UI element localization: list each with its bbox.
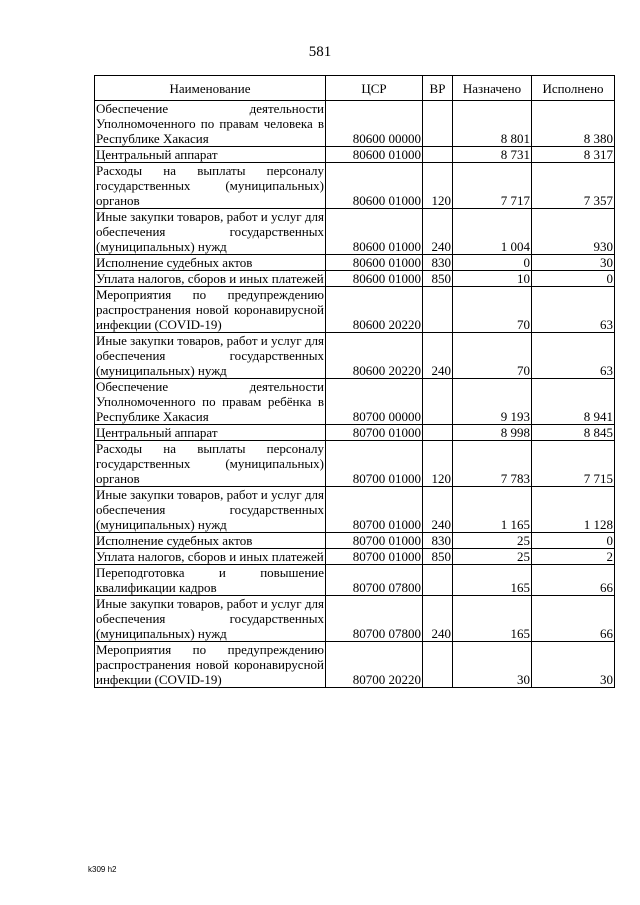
cell-vr: 120 — [423, 441, 453, 487]
cell-vr: 240 — [423, 209, 453, 255]
cell-csr: 80600 20220 — [326, 287, 423, 333]
cell-name: Мероприятия по предупреждению распространения новой коронавирусной инфекции (COVID-19) — [96, 287, 324, 332]
cell-name: Мероприятия по предупреждению распространения новой коронавирусной инфекции (COVID-19) — [96, 642, 324, 687]
cell-executed: 66 — [532, 596, 615, 642]
cell-assigned: 8 801 — [453, 101, 532, 147]
cell-csr: 80700 07800 — [326, 596, 423, 642]
cell-csr: 80600 00000 — [326, 101, 423, 147]
cell-csr: 80600 01000 — [326, 255, 423, 271]
cell-vr: 240 — [423, 596, 453, 642]
cell-name: Центральный аппарат — [95, 425, 326, 441]
cell-name: Исполнение судебных актов — [95, 255, 326, 271]
cell-executed: 8 317 — [532, 147, 615, 163]
cell-vr: 830 — [423, 255, 453, 271]
table-row — [95, 596, 615, 642]
table-row — [95, 101, 615, 147]
cell-name: Центральный аппарат — [95, 147, 326, 163]
cell-assigned: 165 — [453, 596, 532, 642]
cell-vr: 120 — [423, 163, 453, 209]
page-number: 581 — [308, 44, 332, 60]
cell-assigned: 25 — [453, 549, 532, 565]
cell-vr: 830 — [423, 533, 453, 549]
cell-vr: 850 — [423, 271, 453, 287]
cell-executed: 8 941 — [532, 379, 615, 425]
cell-assigned: 1 004 — [453, 209, 532, 255]
cell-csr: 80600 20220 — [326, 333, 423, 379]
cell-executed: 8 380 — [532, 101, 615, 147]
cell-name: Иные закупки товаров, работ и услуг для обеспечения государственных (муниципальных) нужд — [96, 209, 324, 254]
cell-csr: 80700 01000 — [326, 425, 423, 441]
cell-csr: 80700 20220 — [326, 642, 423, 688]
table-row — [95, 565, 615, 596]
cell-executed: 7 715 — [532, 441, 615, 487]
cell-name: Расходы на выплаты персоналу государственных (муниципальных) органов — [96, 441, 324, 486]
cell-name: Расходы на выплаты персоналу государственных (муниципальных) органов — [96, 163, 324, 208]
table-row — [95, 147, 615, 163]
cell-csr: 80700 00000 — [326, 379, 423, 425]
cell-assigned: 165 — [453, 565, 532, 596]
cell-assigned: 10 — [453, 271, 532, 287]
cell-executed: 63 — [532, 333, 615, 379]
table-row — [95, 271, 615, 287]
table-row — [95, 379, 615, 425]
cell-csr: 80600 01000 — [326, 163, 423, 209]
cell-executed: 1 128 — [532, 487, 615, 533]
cell-name: Иные закупки товаров, работ и услуг для обеспечения государственных (муниципальных) нужд — [96, 487, 324, 532]
cell-vr: 850 — [423, 549, 453, 565]
cell-csr: 80600 01000 — [326, 271, 423, 287]
cell-csr: 80600 01000 — [326, 209, 423, 255]
cell-name: Обеспечение деятельности Уполномоченного по правам человека в Республике Хакасия — [96, 101, 324, 146]
cell-executed: 30 — [532, 642, 615, 688]
cell-assigned: 25 — [453, 533, 532, 549]
cell-assigned: 1 165 — [453, 487, 532, 533]
table-row — [95, 425, 615, 441]
cell-executed: 2 — [532, 549, 615, 565]
cell-executed: 66 — [532, 565, 615, 596]
cell-csr: 80700 01000 — [326, 549, 423, 565]
cell-name: Иные закупки товаров, работ и услуг для обеспечения государственных (муниципальных) нужд — [96, 333, 324, 378]
cell-name: Переподготовка и повышение квалификации кадров — [96, 565, 324, 595]
cell-name: Уплата налогов, сборов и иных платежей — [96, 271, 324, 286]
cell-assigned: 9 193 — [453, 379, 532, 425]
footer-code: k309 h2 — [88, 865, 117, 874]
cell-assigned: 70 — [453, 287, 532, 333]
cell-executed: 7 357 — [532, 163, 615, 209]
cell-assigned: 70 — [453, 333, 532, 379]
table-row — [95, 487, 615, 533]
cell-csr: 80700 07800 — [326, 565, 423, 596]
cell-csr: 80600 01000 — [326, 147, 423, 163]
header-assigned: Назначено — [453, 76, 532, 101]
cell-vr: 240 — [423, 333, 453, 379]
cell-assigned: 30 — [453, 642, 532, 688]
table-row — [95, 333, 615, 379]
table-row — [95, 642, 615, 688]
table-row — [95, 255, 615, 271]
cell-assigned: 8 731 — [453, 147, 532, 163]
cell-executed: 0 — [532, 271, 615, 287]
table-row — [95, 163, 615, 209]
cell-vr — [423, 147, 453, 163]
cell-csr: 80700 01000 — [326, 487, 423, 533]
cell-executed: 0 — [532, 533, 615, 549]
budget-table — [94, 75, 615, 688]
cell-executed: 30 — [532, 255, 615, 271]
table-row — [95, 549, 615, 565]
cell-vr — [423, 642, 453, 688]
cell-name: Уплата налогов, сборов и иных платежей — [96, 549, 324, 564]
table-row — [95, 533, 615, 549]
cell-assigned: 8 998 — [453, 425, 532, 441]
cell-vr — [423, 565, 453, 596]
cell-assigned: 7 717 — [453, 163, 532, 209]
cell-assigned: 0 — [453, 255, 532, 271]
cell-csr: 80700 01000 — [326, 533, 423, 549]
cell-vr — [423, 287, 453, 333]
cell-executed: 930 — [532, 209, 615, 255]
header-executed: Исполнено — [532, 76, 615, 101]
header-vr: ВР — [423, 76, 453, 101]
table-body — [95, 101, 615, 688]
cell-csr: 80700 01000 — [326, 441, 423, 487]
cell-name: Исполнение судебных актов — [95, 533, 326, 549]
table-row — [95, 209, 615, 255]
header-name: Наименование — [95, 76, 326, 101]
cell-vr: 240 — [423, 487, 453, 533]
cell-name: Иные закупки товаров, работ и услуг для обеспечения государственных (муниципальных) нужд — [96, 596, 324, 641]
cell-vr — [423, 425, 453, 441]
header-csr: ЦСР — [326, 76, 423, 101]
cell-assigned: 7 783 — [453, 441, 532, 487]
table-row — [95, 441, 615, 487]
cell-executed: 8 845 — [532, 425, 615, 441]
cell-name: Обеспечение деятельности Уполномоченного по правам ребёнка в Республике Хакасия — [96, 379, 324, 424]
table-row — [95, 287, 615, 333]
cell-vr — [423, 379, 453, 425]
table-header-row — [95, 76, 615, 101]
cell-executed: 63 — [532, 287, 615, 333]
cell-vr — [423, 101, 453, 147]
